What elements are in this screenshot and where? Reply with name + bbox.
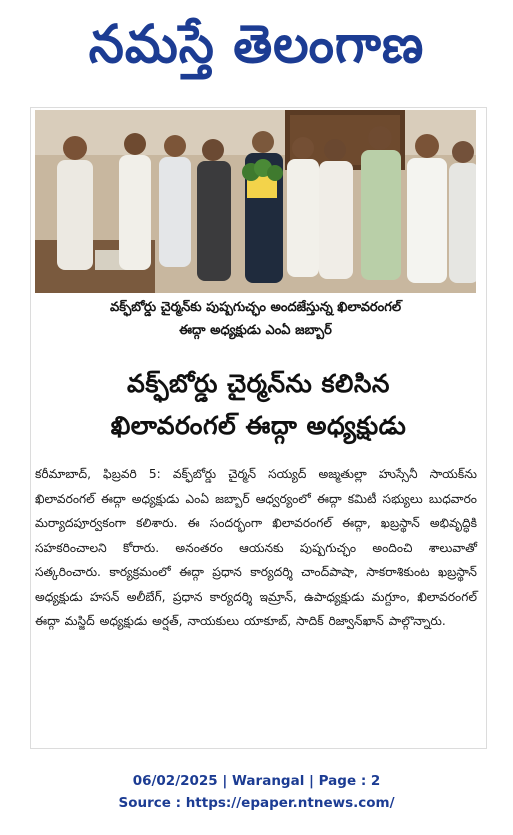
headline <box>31 363 486 447</box>
caption-line-2: ఈద్గా అధ్యక్షుడు ఎంఏ జబ్బార్ <box>179 323 332 338</box>
group-photo-illustration <box>35 110 476 293</box>
photo-caption <box>35 296 476 346</box>
masthead <box>0 0 513 88</box>
news-clipping <box>30 107 487 749</box>
caption-line-1: వక్ఫ్‌బోర్డు చైర్మన్‌కు పుష్పగుచ్ఛం అందజేస్తున్న ఖిలావరంగల్ <box>109 300 402 315</box>
source-link[interactable]: Source : https://epaper.ntnews.com/ <box>118 795 395 811</box>
footer <box>0 770 513 814</box>
headline-line-2: ఖిలావరంగల్ ఈద్గా అధ్యక్షుడు <box>110 411 407 440</box>
article-body: కరీమాబాద్, ఫిబ్రవరి 5: వక్ఫ్‌బోర్డు చైర్మన్ సయ్యద్ అజ్మతుల్లా హుస్సేనీ సాయక్‌ను ఖిలావరంగల్ ఈద్గా అధ్యక్షుడు ఎంఏ జబ్బార్ ఆధ్వర్యంలో ఈద్గా కమిటీ సభ్యులు బుధవారం మర్యాదపూర్వకంగా కలిశారు. ఈ సందర్భంగా ఖిలావరంగల్ ఈద్గా, ఖబ్రస్థాన్ అభివృద్ధికి సహకరించాలని కోరారు. అనంతరం ఆయనకు పుష్పగుచ్ఛం అందించి శాలువాతో సత్కరించారు. కార్యక్రమంలో ఈద్గా ప్రధాన కార్యదర్శి చాంద్‌పాషా, సాకరాశికుంట ఖబ్రస్థాన్ అధ్యక్షుడు హసన్ అలీబేగ్, ప్రధాన కార్యదర్శి ఇమ్రాన్, ఉపాధ్యక్షుడు మగ్దూం, ఖిలావరంగల్ ఈద్గా మస్జిద్ అధ్యక్షుడు అర్షత్, నాయకులు యాకూబ్, సాదిక్ రిజ్వాన్‌ఖాన్ పాల్గొన్నారు. <box>35 467 477 628</box>
headline-line-1: వక్ఫ్‌బోర్డు చైర్మన్‌ను కలిసిన <box>127 369 390 398</box>
edition-info: 06/02/2025 | Warangal | Page : 2 <box>132 773 381 789</box>
newspaper-title: నమస్తే తెలంగాణ <box>88 13 425 75</box>
news-photo <box>35 110 476 293</box>
